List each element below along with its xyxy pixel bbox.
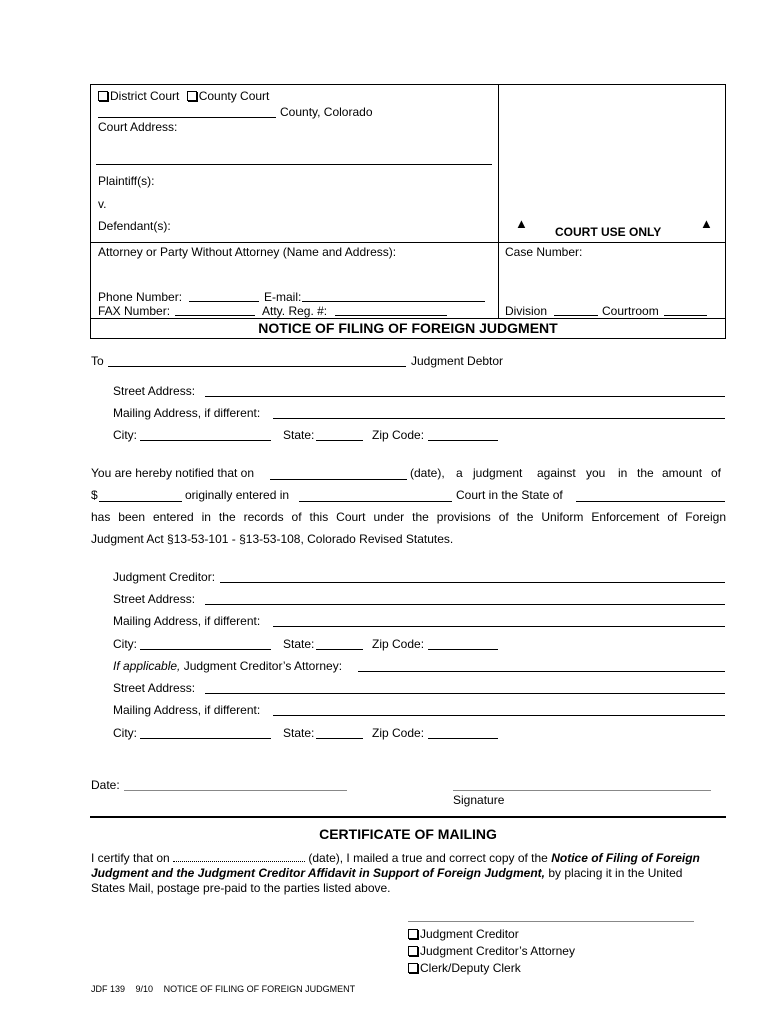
- date-label: Date:: [91, 778, 120, 792]
- courtroom-label: Courtroom: [602, 304, 659, 318]
- division-label: Division: [505, 304, 548, 318]
- section-divider: [90, 816, 726, 818]
- date-field[interactable]: [124, 790, 347, 791]
- original-state-field[interactable]: [576, 501, 725, 502]
- up-triangle-icon: ▲: [700, 216, 713, 231]
- creditor-city-field[interactable]: [140, 649, 271, 650]
- creditor-state-field[interactable]: [316, 649, 363, 650]
- up-triangle-icon: ▲: [515, 216, 528, 231]
- debtor-state-field[interactable]: [316, 440, 363, 441]
- attorney-street-label: Street Address:: [113, 681, 196, 695]
- creditor-street-label: Street Address:: [113, 592, 196, 606]
- county-court-checkbox[interactable]: [187, 91, 197, 101]
- email-label: E-mail:: [264, 290, 302, 304]
- notice-line-2: $ originally entered in Court in the State of: [91, 488, 726, 502]
- court-address-label: Court Address:: [98, 120, 178, 134]
- creditor-zip-field[interactable]: [428, 649, 498, 650]
- attorney-street-field[interactable]: [205, 693, 725, 694]
- debtor-street-label: Street Address:: [113, 384, 196, 398]
- court-use-only-label: COURT USE ONLY: [555, 225, 662, 239]
- attorney-city-label: City:: [113, 726, 137, 740]
- signature-label: Signature: [453, 793, 505, 807]
- case-number-label: Case Number:: [505, 245, 583, 259]
- division-field[interactable]: [554, 315, 598, 316]
- attorney-zip-field[interactable]: [428, 738, 498, 739]
- notice-line-3: has been entered in the records of this Court under the provisions of the Uniform Enforcement of Foreign: [91, 510, 726, 524]
- county-court-label: County Court: [198, 89, 270, 103]
- certificate-title: CERTIFICATE OF MAILING: [319, 826, 497, 842]
- atty-reg-label: Atty. Reg. #:: [262, 304, 328, 318]
- attorney-mailing-field[interactable]: [273, 715, 725, 716]
- judgment-debtor-label: Judgment Debtor: [411, 354, 504, 368]
- court-type-row: [98, 89, 269, 103]
- caption-row-line-2: [90, 318, 725, 319]
- mailing-signature-field[interactable]: [408, 921, 694, 922]
- creditor-attorney-label: If applicable, Judgment Creditor’s Attorney:: [113, 659, 343, 673]
- certificate-line-3: States Mail, postage pre-paid to the parties listed above.: [91, 881, 391, 895]
- creditor-mailing-label: Mailing Address, if different:: [113, 614, 261, 628]
- clerk-checkbox[interactable]: [408, 963, 418, 973]
- creditor-street-field[interactable]: [205, 604, 725, 605]
- debtor-mailing-field[interactable]: [273, 418, 725, 419]
- notice-line-4: Judgment Act §13-53-101 - §13-53-108, Colorado Revised Statutes.: [91, 532, 454, 546]
- mailing-option-clerk: Clerk/Deputy Clerk: [408, 961, 521, 975]
- phone-label: Phone Number:: [98, 290, 183, 304]
- judgment-creditor-checkbox[interactable]: [408, 929, 418, 939]
- attorney-state-field[interactable]: [316, 738, 363, 739]
- debtor-city-label: City:: [113, 428, 137, 442]
- form-title: NOTICE OF FILING OF FOREIGN JUDGMENT: [258, 320, 558, 336]
- fax-field[interactable]: [175, 315, 255, 316]
- mailing-option-judgment-creditor: Judgment Creditor: [408, 927, 519, 941]
- creditor-label: Judgment Creditor:: [113, 570, 216, 584]
- mailing-option-creditor-attorney: Judgment Creditor’s Attorney: [408, 944, 575, 958]
- creditor-city-label: City:: [113, 637, 137, 651]
- debtor-zip-field[interactable]: [428, 440, 498, 441]
- attorney-mailing-label: Mailing Address, if different:: [113, 703, 261, 717]
- debtor-city-field[interactable]: [140, 440, 271, 441]
- creditor-state-label: State:: [283, 637, 315, 651]
- atty-reg-field[interactable]: [335, 315, 447, 316]
- certificate-line-1: I certify that on (date), I mailed a true and correct copy of the Notice of Filing of Foreign: [91, 851, 700, 865]
- caption-divider: [498, 84, 499, 319]
- original-court-field[interactable]: [299, 501, 452, 502]
- creditor-field[interactable]: [220, 582, 725, 583]
- mailing-date-field[interactable]: [173, 861, 305, 862]
- attorney-label: Attorney or Party Without Attorney (Name and Address):: [98, 245, 397, 259]
- creditor-zip-label: Zip Code:: [372, 637, 425, 651]
- notice-date-field[interactable]: [270, 479, 407, 480]
- creditor-attorney-checkbox[interactable]: [408, 946, 418, 956]
- district-court-label: District Court: [110, 89, 180, 103]
- to-label: To: [91, 354, 104, 368]
- amount-field[interactable]: [99, 501, 182, 502]
- email-field[interactable]: [302, 301, 485, 302]
- plaintiffs-label: Plaintiff(s):: [98, 174, 155, 188]
- courtroom-field[interactable]: [664, 315, 707, 316]
- debtor-mailing-label: Mailing Address, if different:: [113, 406, 261, 420]
- signature-field[interactable]: [453, 790, 711, 791]
- court-address-field[interactable]: [96, 164, 492, 165]
- footer-form-number: JDF 139: [91, 984, 126, 994]
- creditor-mailing-field[interactable]: [273, 626, 725, 627]
- debtor-street-field[interactable]: [205, 396, 725, 397]
- defendants-label: Defendant(s):: [98, 219, 171, 233]
- footer-date: 9/10: [135, 984, 154, 994]
- county-field[interactable]: [98, 117, 276, 118]
- notice-line-1: You are hereby notified that on (date), a judgment against you in the amount of: [91, 466, 722, 480]
- attorney-state-label: State:: [283, 726, 315, 740]
- county-colorado-label: County, Colorado: [280, 105, 373, 119]
- phone-field[interactable]: [189, 301, 259, 302]
- footer: [91, 984, 355, 994]
- attorney-zip-label: Zip Code:: [372, 726, 425, 740]
- caption-row-line-1: [90, 242, 725, 243]
- footer-title: NOTICE OF FILING OF FOREIGN JUDGMENT: [163, 984, 356, 994]
- creditor-attorney-field[interactable]: [358, 671, 725, 672]
- debtor-state-label: State:: [283, 428, 315, 442]
- district-court-checkbox[interactable]: [98, 91, 108, 101]
- certificate-line-2: Judgment and the Judgment Creditor Affidavit in Support of Foreign Judgment, by placing it in the United: [91, 866, 683, 880]
- debtor-name-field[interactable]: [108, 366, 406, 367]
- attorney-city-field[interactable]: [140, 738, 271, 739]
- fax-label: FAX Number:: [98, 304, 171, 318]
- versus-label: v.: [98, 197, 107, 211]
- debtor-zip-label: Zip Code:: [372, 428, 425, 442]
